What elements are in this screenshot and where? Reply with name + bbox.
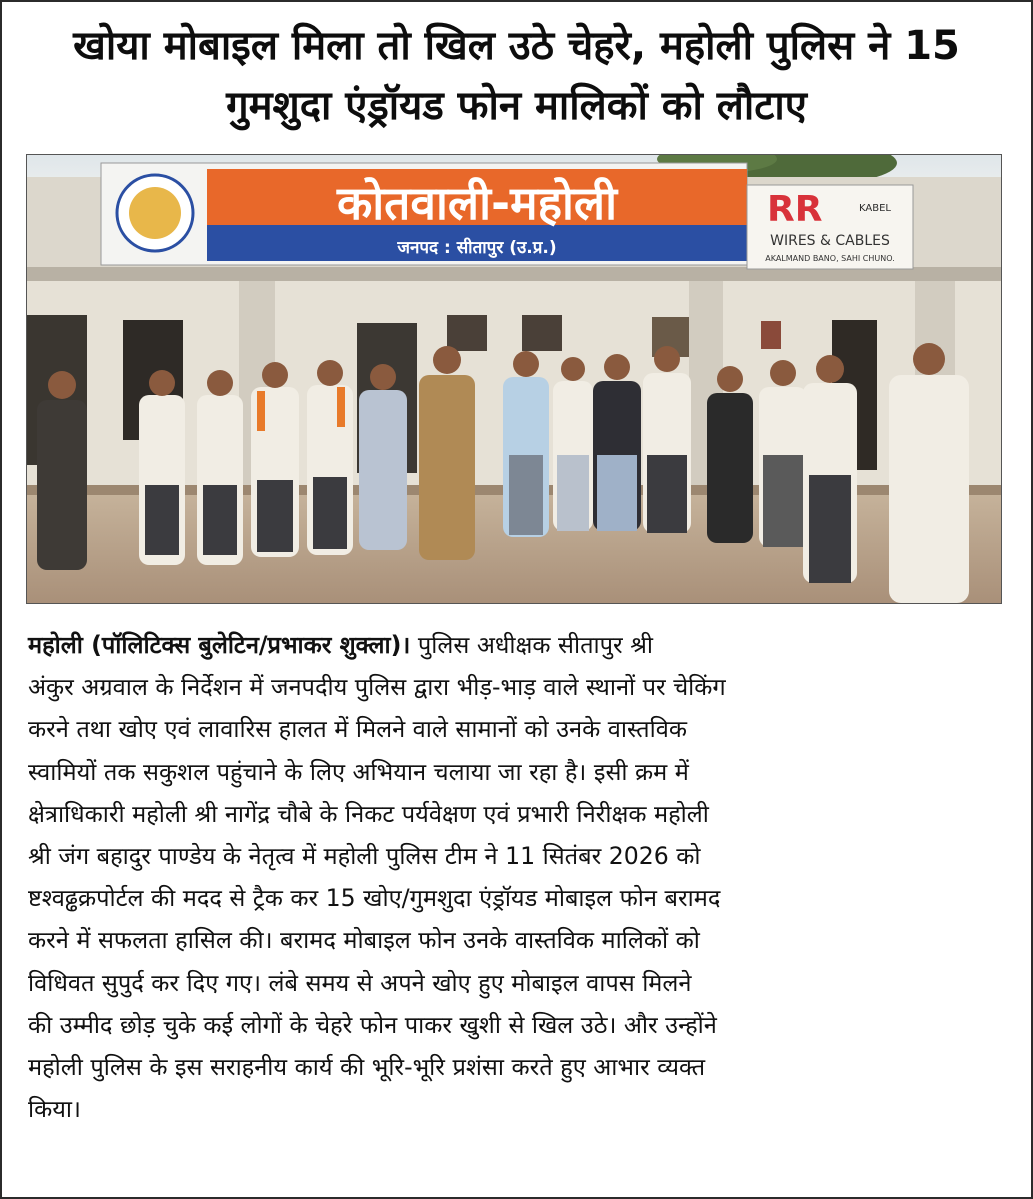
headline-line-1: खोया मोबाइल मिला तो खिल उठे चेहरे, महोली पुलिस ने 15 (73, 23, 960, 69)
article-line-6: श्री जंग बहादुर पाण्डेय के नेतृत्व में महोली पुलिस टीम ने 11 सितंबर 2026 को (28, 842, 701, 871)
article-line-8: करने में सफलता हासिल की। बरामद मोबाइल फोन उनके वास्तविक मालिकों को (28, 926, 700, 955)
article-body (28, 624, 1003, 1130)
ad-brand-logo: RR (767, 189, 823, 230)
article-line-12: किया। (28, 1095, 81, 1124)
article-line-4: स्वामियों तक सकुशल पहुंचाने के लिए अभियान चलाया जा रहा है। इसी क्रम में (28, 757, 689, 786)
article-line-2: अंकुर अग्रवाल के निर्देशन में जनपदीय पुलिस द्वारा भीड़-भाड़ वाले स्थानों पर चेकिंग (28, 673, 726, 702)
article-line-5: क्षेत्राधिकारी महोली श्री नागेंद्र चौबे के निकट पर्यवेक्षण एवं प्रभारी निरीक्षक महोली (28, 799, 709, 828)
article-line-1-rest: पुलिस अधीक्षक सीतापुर श्री (410, 631, 654, 659)
article-line-3: करने तथा खोए एवं लावारिस हालत में मिलने वाले सामानों को उनके वास्तविक (28, 715, 687, 744)
article-line-11: महोली पुलिस के इस सराहनीय कार्य की भूरि-भूरि प्रशंसा करते हुए आभार व्यक्त (28, 1053, 706, 1082)
news-photo (26, 154, 1002, 604)
article-line-1 (28, 624, 1003, 666)
article-line-10: की उम्मीद छोड़ चुके कई लोगों के चेहरे फोन पाकर खुशी से खिल उठे। और उन्होंने (28, 1010, 717, 1039)
headline (12, 16, 1021, 136)
headline-line-2: गुमशुदा एंड्रॉयड फोन मालिकों को लौटाए (226, 83, 807, 129)
article-line-9: विधिवत सुपुर्द कर दिए गए। लंबे समय से अपने खोए हुए मोबाइल वापस मिलने (28, 968, 692, 997)
ad-line-2: AKALMAND BANO, SAHI CHUNO. (765, 254, 895, 263)
dateline: महोली (पॉलिटिक्स बुलेटिन/प्रभाकर शुक्ला)। (28, 631, 411, 659)
article-line-7: ष्टश्वढ्ढक्रपोर्टल की मदद से ट्रैक कर 15 खोए/गुमशुदा एंड्रॉयड मोबाइल फोन बरामद (28, 884, 721, 913)
ad-kabel: KABEL (859, 203, 891, 214)
signboard-subtitle: जनपद : सीतापुर (उ.प्र.) (397, 238, 557, 258)
signboard-title: कोतवाली-महोली (336, 176, 618, 230)
police-station-photo (27, 155, 1001, 603)
ad-line-1: WIRES & CABLES (770, 233, 890, 249)
